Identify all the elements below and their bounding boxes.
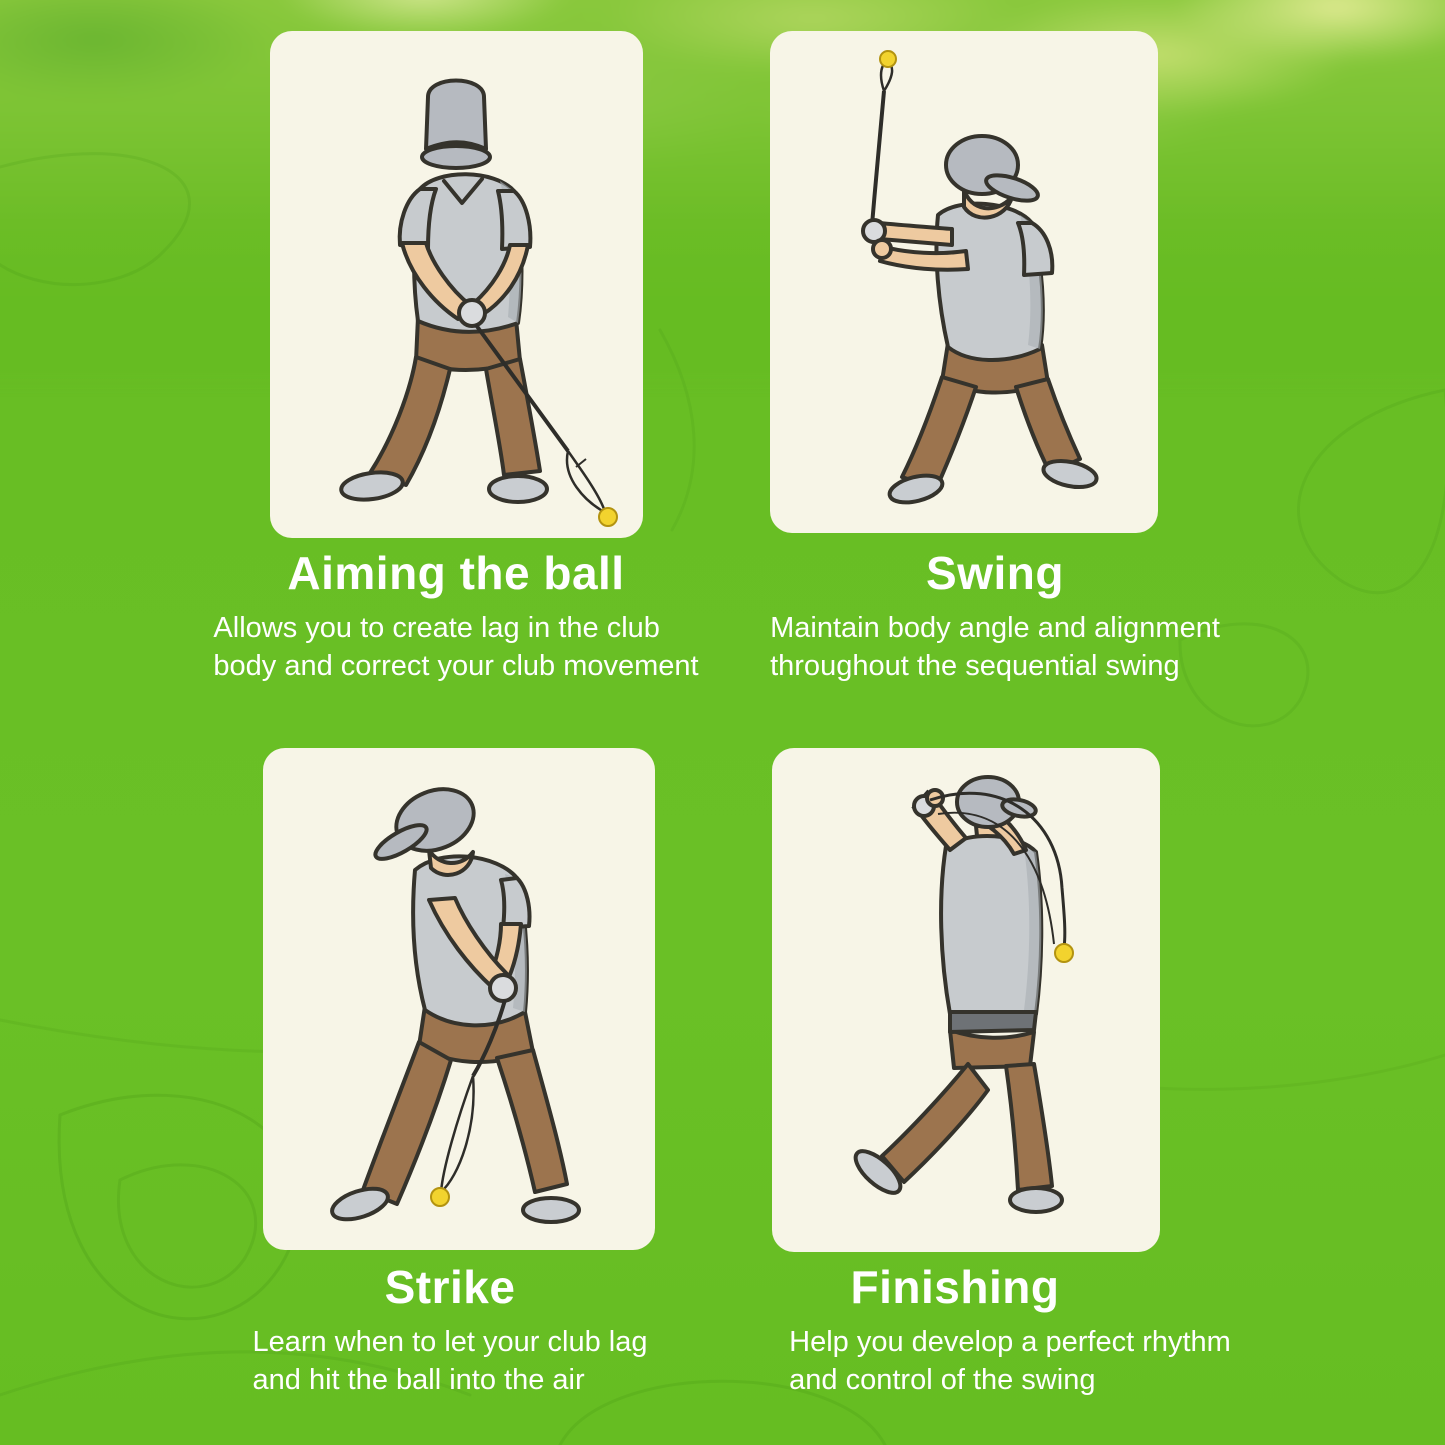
trainer-rod [872,91,884,225]
trainer-ball [1055,944,1073,962]
golfer-figure [328,778,579,1225]
golfer-impact-illustration [263,748,655,1250]
step-description [720,1323,1300,1399]
golfer-figure [339,81,617,527]
step-description-line: Allows you to create lag in the club [213,612,660,645]
step-description-line: body and correct your club movement [213,650,699,683]
step-card-aiming [270,31,643,538]
step-description-line: throughout the sequential swing [770,650,1180,683]
golfer-address-illustration [270,31,643,538]
golfer-backswing-illustration [770,31,1158,533]
step-description-line: Learn when to let your club lag [252,1326,648,1359]
step-description-line: and hit the ball into the air [252,1364,585,1397]
step-title: Aiming the ball [287,547,625,599]
step-caption-swing [705,549,1285,685]
golfer-figure [863,51,1099,507]
trainer-ball [599,508,617,526]
golfer-figure [849,777,1073,1212]
step-caption-strike [150,1263,750,1399]
step-description-line: and control of the swing [789,1364,1096,1397]
step-card-swing [770,31,1158,533]
step-description-line: Maintain body angle and alignment [770,612,1220,645]
step-card-strike [263,748,655,1250]
step-description [150,609,762,685]
trainer-ball [880,51,896,67]
step-title: Finishing [850,1261,1060,1313]
step-description-line: Help you develop a perfect rhythm [789,1326,1231,1359]
step-description [150,1323,750,1399]
step-title: Strike [384,1261,516,1313]
trainer-ball [431,1188,449,1206]
step-card-finishing [772,748,1160,1252]
step-description [705,609,1285,685]
step-title: Swing [926,547,1064,599]
step-caption-finishing [720,1263,1300,1399]
step-caption-aiming [150,549,762,685]
golfer-finish-illustration [772,748,1160,1252]
